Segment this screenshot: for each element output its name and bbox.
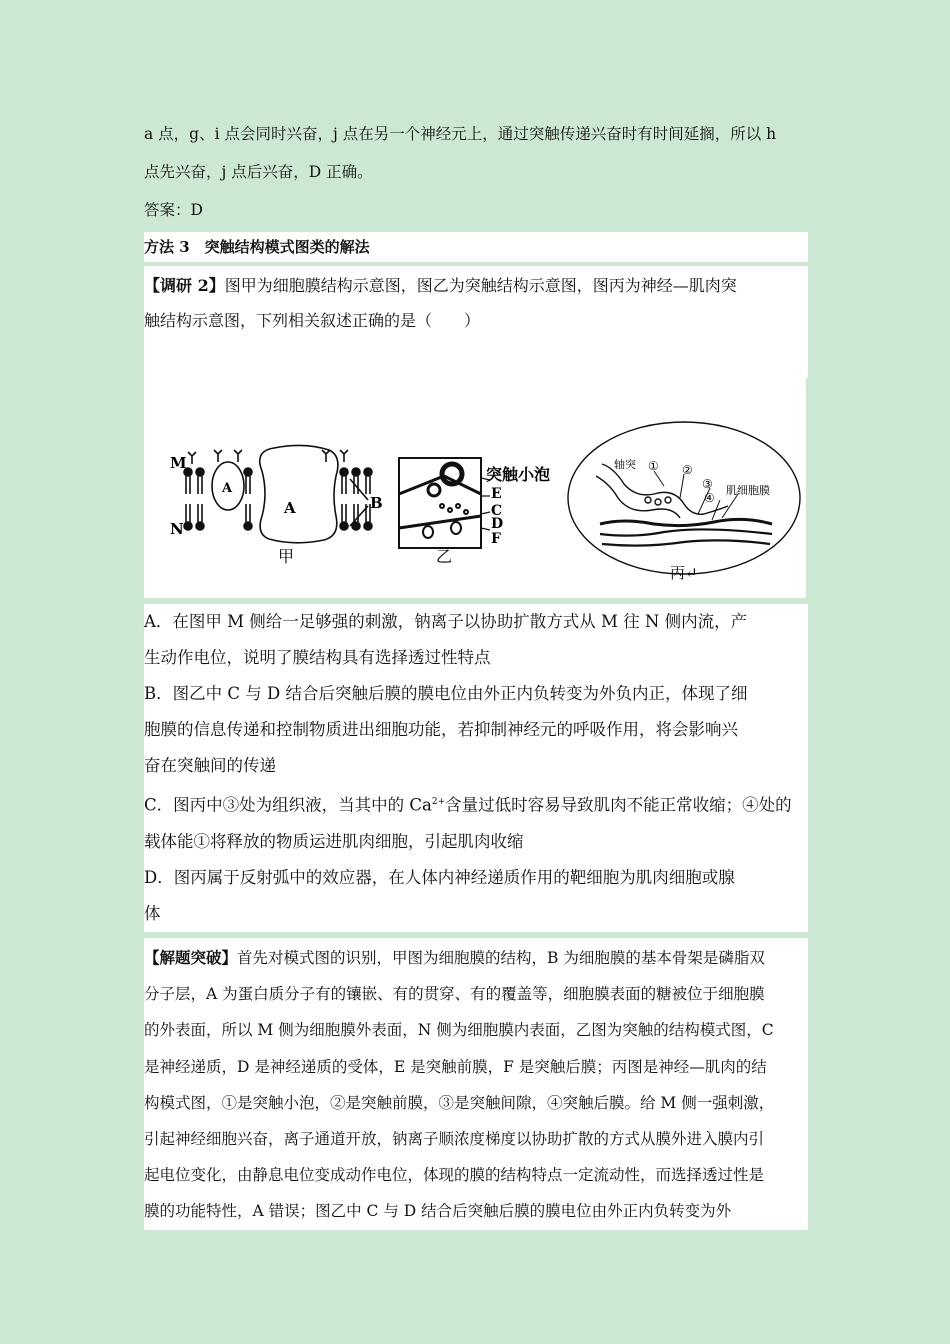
diagram-yi bbox=[399, 458, 490, 548]
lipid-tail bbox=[342, 476, 346, 494]
solution-line-3: 的外表面，所以 M 侧为细胞膜外表面，N 侧为细胞膜内表面，乙图为突触的结构模式图，C bbox=[144, 1021, 774, 1040]
diagram-jia bbox=[184, 445, 372, 542]
lipid-head bbox=[196, 468, 204, 476]
question-stem bbox=[144, 266, 808, 378]
caption-yi: 乙 bbox=[436, 547, 453, 566]
option-d-line-2: 体 bbox=[144, 903, 161, 923]
intro-line-1: a 点，g、i 点会同时兴奋，j 点在另一个神经元上，通过突触传递兴奋时有时间延搁，所以 h bbox=[144, 125, 777, 143]
glycan-3 bbox=[234, 450, 242, 462]
caption-jia: 甲 bbox=[278, 547, 295, 566]
solution-tag: 【解题突破】 bbox=[144, 948, 238, 967]
label-b: B bbox=[370, 494, 383, 512]
option-a-line-1: A．在图甲 M 侧给一足够强的刺激，钠离子以协助扩散方式从 M 往 N 侧内流，产 bbox=[144, 612, 748, 631]
lipid-head bbox=[364, 468, 372, 476]
label-d: D bbox=[491, 516, 504, 532]
pointer-d bbox=[481, 512, 490, 514]
muscle-fiber-1 bbox=[600, 529, 772, 535]
option-b-line-2: 胞膜的信息传递和控制物质进出细胞功能，若抑制神经元的呼吸作用，将会影响兴 bbox=[144, 720, 738, 739]
option-b-line-3: 奋在突触间的传递 bbox=[144, 756, 276, 775]
muscle-membrane bbox=[600, 519, 772, 525]
question-line-1: 【调研 2】图甲为细胞膜结构示意图，图乙为突触结构示意图，图丙为神经—肌肉突 bbox=[144, 276, 737, 295]
lipid-head bbox=[244, 468, 252, 476]
muscle-fiber-2 bbox=[602, 540, 770, 545]
receptor-1 bbox=[423, 526, 433, 538]
label-circle-2: ② bbox=[682, 463, 693, 477]
postsynaptic-membrane bbox=[399, 516, 481, 528]
label-a-small: A bbox=[222, 481, 233, 496]
glycan-5 bbox=[340, 450, 348, 462]
pointer-f bbox=[481, 528, 490, 530]
lipid-head bbox=[340, 468, 348, 476]
intro-line-2: 点先兴奋，j 点后兴奋，D 正确。 bbox=[144, 163, 373, 181]
options-block bbox=[144, 604, 808, 932]
label-circle-4: ④ bbox=[704, 491, 715, 505]
answer-line: 答案：D bbox=[144, 201, 203, 219]
lipid-head bbox=[340, 522, 348, 530]
neurotransmitter-2 bbox=[448, 508, 452, 512]
label-c: C bbox=[491, 503, 503, 519]
lipid-head bbox=[352, 468, 360, 476]
question-line-2: 触结构示意图，下列相关叙述正确的是（ ） bbox=[144, 311, 481, 330]
lipid-tail bbox=[366, 476, 370, 494]
question-tag: 【调研 2】 bbox=[144, 276, 225, 295]
lipid-tail bbox=[246, 504, 250, 522]
glycan-4 bbox=[322, 450, 330, 462]
label-circle-3: ③ bbox=[702, 477, 713, 491]
synaptic-vesicle-small bbox=[428, 484, 440, 496]
receptor-2 bbox=[451, 522, 461, 534]
label-a-large: A bbox=[284, 499, 296, 517]
lipid-tail bbox=[186, 504, 190, 522]
vesicle-1 bbox=[645, 497, 651, 503]
lipid-head bbox=[244, 522, 252, 530]
solution-line-6: 引起神经细胞兴奋，离子通道开放，钠离子顺浓度梯度以协助扩散的方式从膜外进入膜内引 bbox=[144, 1130, 765, 1149]
solution-line-7: 起电位变化，由静息电位变成动作电位，体现的膜的结构特点一定流动性，而选择透过性是 bbox=[144, 1166, 765, 1185]
bilayer bbox=[184, 468, 372, 530]
method-title: 方法 3 突触结构模式图类的解法 bbox=[144, 232, 808, 262]
option-c-line-2: 载体能①将释放的物质运进肌肉细胞，引起肌肉收缩 bbox=[144, 831, 524, 851]
caption-bing: 丙↵ bbox=[670, 564, 698, 582]
label-n: N bbox=[170, 520, 184, 538]
label-axon: 轴突 bbox=[614, 458, 636, 471]
figure-panel bbox=[144, 376, 806, 598]
lipid-head bbox=[364, 522, 372, 530]
vesicle-2 bbox=[655, 499, 661, 505]
lipid-head bbox=[184, 522, 192, 530]
option-a-line-2: 生动作电位，说明了膜结构具有选择透过性特点 bbox=[144, 648, 491, 667]
lipid-head bbox=[196, 522, 204, 530]
glycan-2 bbox=[214, 450, 222, 462]
label-vesicle: 突触小泡 bbox=[486, 465, 551, 484]
neurotransmitter-1 bbox=[440, 504, 444, 508]
diagram-bing bbox=[568, 422, 800, 574]
pointer-1 bbox=[654, 471, 664, 486]
lipid-tail bbox=[198, 476, 202, 494]
solution-line-2: 分子层，A 为蛋白质分子有的镶嵌、有的贯穿、有的覆盖等，细胞膜表面的糖被位于细胞膜 bbox=[144, 985, 765, 1004]
figure-svg bbox=[144, 376, 806, 598]
option-b-line-1: B．图乙中 C 与 D 结合后突触后膜的膜电位由外正内负转变为外负内正，体现了细 bbox=[144, 684, 748, 703]
pointer-2 bbox=[680, 474, 684, 498]
solution-line-8: 膜的功能特性，A 错误；图乙中 C 与 D 结合后突触后膜的膜电位由外正内负转变为外 bbox=[144, 1202, 732, 1221]
lipid-tail bbox=[186, 476, 190, 494]
lipid-tail bbox=[342, 504, 346, 522]
option-c-line-1: C．图丙中③处为组织液，当其中的 $Ca^{2+}$含量过低时容易导致肌肉不能正常收缩；④处的 bbox=[144, 795, 792, 815]
neurotransmitter-3 bbox=[456, 504, 460, 508]
label-muscle-membrane: 肌细胞膜 bbox=[726, 484, 770, 497]
vesicle-3 bbox=[665, 497, 671, 503]
label-f: F bbox=[491, 531, 501, 547]
label-m: M bbox=[170, 454, 187, 472]
label-circle-1: ① bbox=[648, 459, 659, 473]
option-d-line-1: D．图丙属于反射弧中的效应器，在人体内神经递质作用的靶细胞为肌肉细胞或腺 bbox=[144, 867, 735, 887]
neurotransmitter-4 bbox=[464, 510, 468, 514]
solution-line-5: 构模式图，①是突触小泡，②是突触前膜，③是突触间隙，④突触后膜。给 M 侧一强刺激， bbox=[144, 1093, 775, 1112]
glycan-1 bbox=[188, 452, 196, 464]
solution-line-1: 【解题突破】首先对模式图的识别，甲图为细胞膜的结构，B 为细胞膜的基本骨架是磷脂双 bbox=[144, 948, 765, 967]
pointer-muscle bbox=[722, 494, 738, 518]
lipid-tail bbox=[246, 476, 250, 494]
solution-block bbox=[144, 938, 808, 1230]
solution-line-4: 是神经递质，D 是神经递质的受体，E 是突触前膜，F 是突触后膜；丙图是神经—肌肉的结 bbox=[144, 1057, 767, 1076]
lipid-tail bbox=[198, 504, 202, 522]
junction-ellipse bbox=[568, 422, 800, 574]
label-e: E bbox=[491, 486, 502, 502]
